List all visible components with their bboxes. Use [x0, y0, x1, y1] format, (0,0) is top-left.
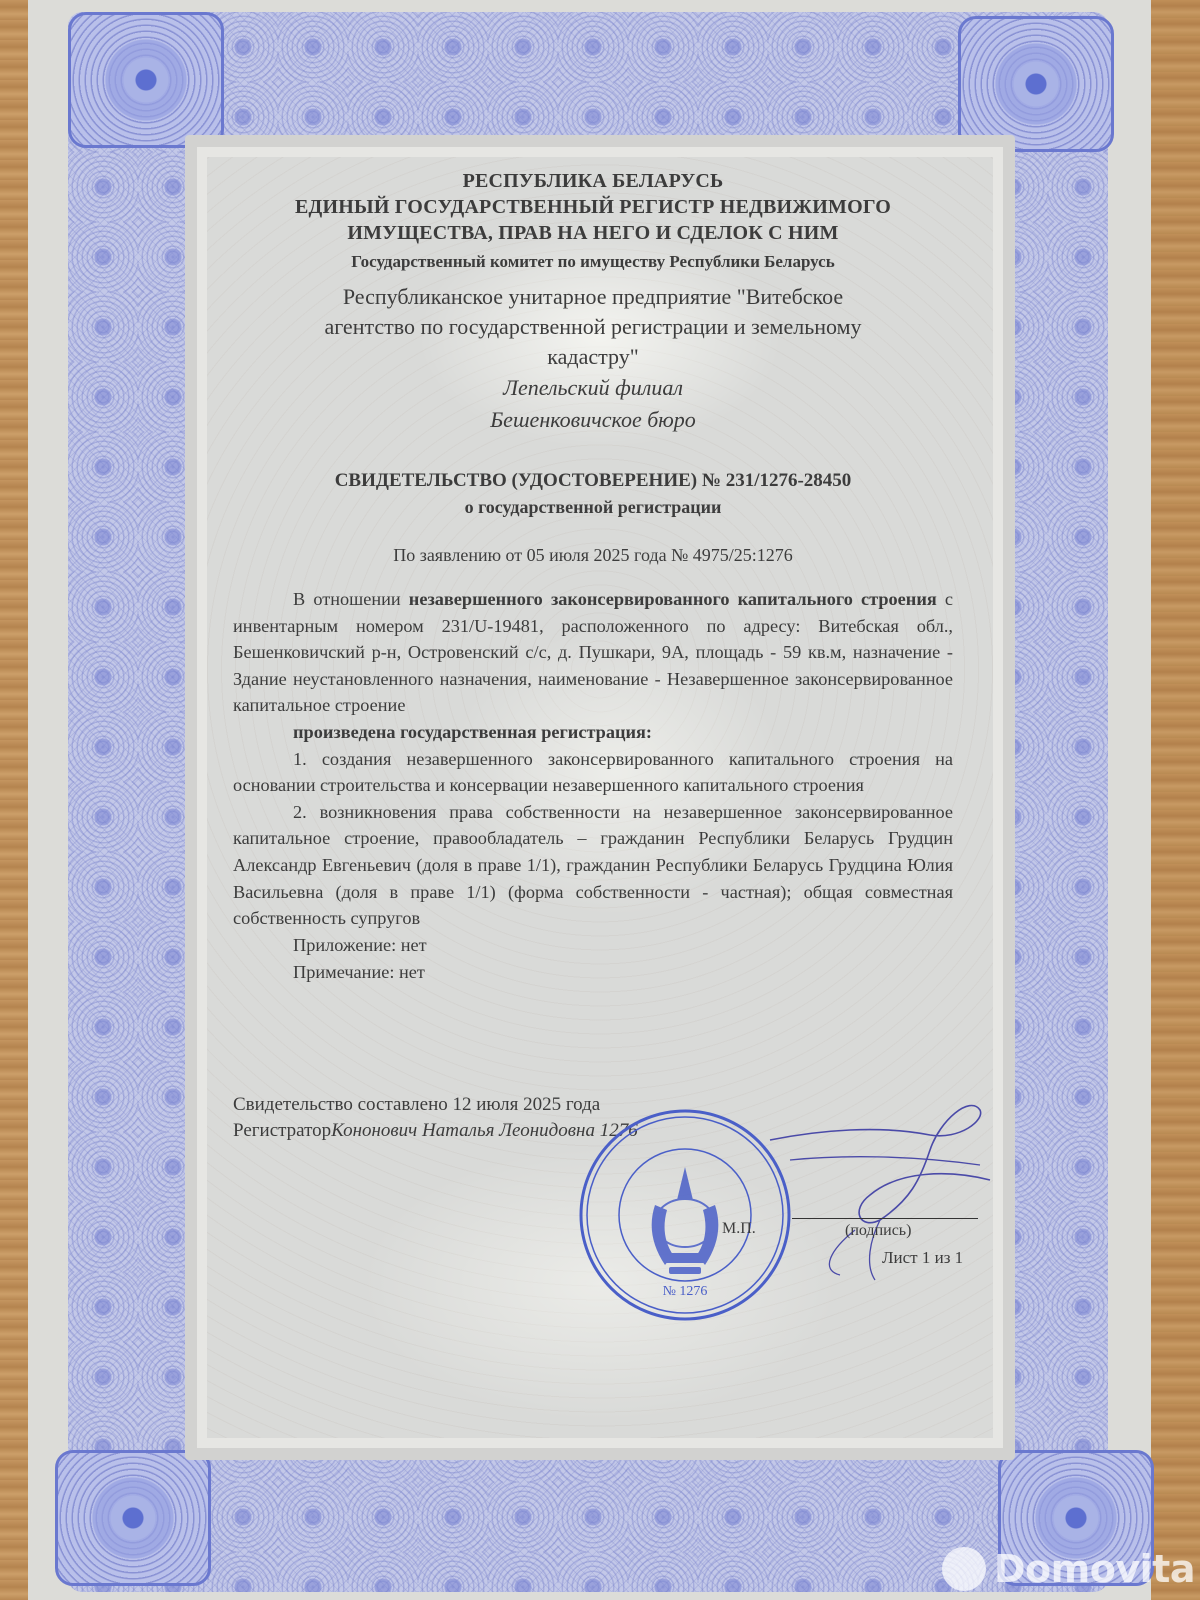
- watermark-text: Domovita: [994, 1547, 1195, 1591]
- bureau-name: Бешенковичское бюро: [490, 407, 696, 432]
- registration-item-2: 2. возникновения права собственности на незавершенное законсервированное капитальное строение, правообладатель – гражданин Республики Беларусь Грудцин Александр Евгеньевич (доля в праве 1/1), гражданин Республики Беларусь Грудцина Юлия Васильевна (доля в праве 1/1) (форма собственности - частная); общая совместная собственность супругов: [233, 801, 953, 929]
- organization-line2: агентство по государственной регистрации и земельному: [324, 314, 862, 339]
- intro-prefix: В отношении: [293, 589, 409, 609]
- registration-item-1: 1. создания незавершенного законсервированного капитального строения на основании строительства и консервации незавершенного капитального строения: [233, 748, 953, 796]
- svg-text:№ 1276: № 1276: [662, 1284, 708, 1299]
- seal-placeholder-label: М.П.: [722, 1220, 756, 1237]
- corner-rosette-bottom-left: [55, 1450, 211, 1586]
- property-type: незавершенного законсервированного капитального строения: [408, 589, 937, 609]
- signature-label: (подпись): [845, 1222, 912, 1239]
- property-description: [233, 586, 953, 719]
- organization-line3: кадастру": [547, 344, 639, 369]
- document-header: [233, 168, 953, 436]
- committee-heading: Государственный комитет по имуществу Республики Беларусь: [351, 252, 835, 271]
- corner-rosette-top-right: [958, 16, 1114, 152]
- registrar-name: Кононович Наталья Леонидовна 1276: [331, 1120, 638, 1141]
- signature-line: [792, 1218, 978, 1219]
- branch-name: Лепельский филиал: [503, 375, 683, 400]
- registration-heading: произведена государственная регистрация:: [293, 721, 653, 742]
- certificate-title-block: [233, 468, 953, 568]
- certificate-subtitle: о государственной регистрации: [464, 497, 722, 517]
- country-heading: РЕСПУБЛИКА БЕЛАРУСЬ: [462, 170, 724, 192]
- domovita-logo-icon: [942, 1547, 986, 1591]
- application-reference: По заявлению от 05 июля 2025 года № 4975/25:1276: [393, 545, 793, 565]
- property-details: с инвентарным номером 231/U-19481, расположенного по адресу: Витебская обл., Бешенковичский р-н, Островенский с/с, д. Пушкари, 9А, площадь - 59 кв.м, назначение - Здание неустановленного назначения, наименование - Незавершенное законсервированное капитальное строение: [233, 589, 953, 716]
- issue-date: Свидетельство составлено 12 июля 2025 года: [233, 1094, 601, 1115]
- remark-note: Примечание: нет: [293, 961, 425, 982]
- handwritten-signature: [760, 1100, 1000, 1290]
- register-heading-line1: ЕДИНЫЙ ГОСУДАРСТВЕННЫЙ РЕГИСТР НЕДВИЖИМОГО: [294, 196, 892, 218]
- corner-rosette-top-left: [68, 12, 224, 148]
- certificate-content: [233, 168, 953, 986]
- register-heading-line2: ИМУЩЕСТВА, ПРАВ НА НЕГО И СДЕЛОК С НИМ: [347, 222, 839, 244]
- organization-line1: Республиканское унитарное предприятие "Витебское: [342, 284, 844, 309]
- registrar-label: Регистратор: [233, 1120, 332, 1141]
- wooden-table-left: [0, 0, 28, 1600]
- certificate-title: СВИДЕТЕЛЬСТВО (УДОСТОВЕРЕНИЕ) № 231/1276-28450: [334, 470, 852, 491]
- wooden-table-right: [1150, 0, 1200, 1600]
- sheet-number: Лист 1 из 1: [882, 1248, 964, 1267]
- domovita-watermark: [942, 1545, 1195, 1593]
- organization-name: [233, 282, 953, 372]
- attachment-note: Приложение: нет: [293, 934, 427, 955]
